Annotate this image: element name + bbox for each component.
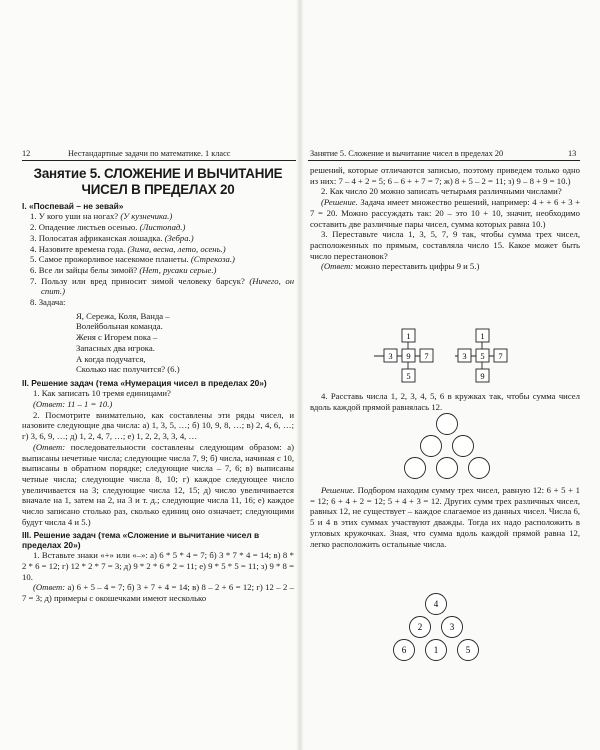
circle-value: 6 [401, 645, 407, 655]
running-head-left: Нестандартные задачи по математике. 1 класс [68, 149, 231, 158]
task-3-1: 1. Вставьте знаки «+» или «–»: а) 6 * 5 * 4 = 7; б) 3 * 7 * 4 = 14; в) 8 * 2 * 6 = 12; г) 12 * 2 * 7 = 3; д) 9 * 2 * 6 * 2 = 11; е) 9 * 5 * 5 = 11; з) 9 * 8 = 10. [22, 550, 294, 582]
poem-line: Я, Сережа, Коля, Ванда – [76, 310, 170, 321]
task-3-1-answer: (Ответ: а) 6 + 5 – 4 = 7; б) 3 + 7 + 4 = 14; в) 8 – 2 + 6 = 12; г) 12 – 2 – 7 = 3; д) примеры с окошечками имеют несколько [22, 582, 294, 604]
task-2-1-answer: (Ответ: 11 – 1 = 10.) [33, 399, 113, 410]
cross2-right-value: 7 [498, 351, 503, 361]
empty-circles-triangle [300, 412, 600, 480]
continuation-text: решений, которые отличаются записью, поэтому приведем только одно из них: 7 – 4 + 2 = 5; 6 – 6 + + 7 = 7; ж) 8 + 5 – 2 = 11; з) 9 – 8 + 9 = 10.) [310, 165, 580, 186]
empty-circle [437, 414, 458, 435]
empty-circle [437, 458, 458, 479]
lesson-title: Занятие 5. СЛОЖЕНИЕ И ВЫЧИТАНИЕ ЧИСЕЛ В ПРЕДЕЛАХ 20 [33, 166, 283, 197]
list-item: 3. Полосатая африканская лошадка. (Зебра.) [30, 232, 194, 243]
list-item: 8. Задача: [30, 297, 66, 308]
task-3: 3. Переставьте числа 1, 3, 5, 7, 9 так, чтобы сумма трех чисел, расположенных по прямым, составляла число 15. Какое может быть число перестановок? [310, 229, 580, 261]
list-item: 2. Опадение листьев осенью. (Листопад.) [30, 222, 186, 233]
quiz-list [22, 211, 294, 307]
poem-line: А когда подучатся, [76, 353, 146, 364]
cross2-center-value: 5 [480, 351, 485, 361]
cross1-bottom-value: 5 [406, 371, 411, 381]
cross-diagrams [300, 328, 600, 388]
circle-value: 1 [433, 645, 439, 655]
task-3-answer: (Ответ: можно переставить цифры 9 и 5.) [321, 261, 480, 272]
circle-value: 3 [449, 622, 455, 632]
solved-circles-triangle [300, 592, 600, 662]
cross1-left-value: 3 [388, 351, 393, 361]
cross2-bottom-value: 9 [480, 371, 485, 381]
circle-value: 4 [433, 599, 439, 609]
empty-circle [405, 458, 426, 479]
task-2-2-answer: (Ответ: последовательности составлены следующим образом: а) выписаны нечетные числа; следующие числа 7, 9; б) числа, начиная с 10, выписаны в обратном порядке; следующие числа – 7, 6; в) выписаны четные числа; следующие числа 8, 10; г) каждое следующее число увеличивается на 3; следующие числа 12, 15; д) число увеличивается вначале на 1, затем на 2, на 3 и т. д.; следующие числа 11, 16; е) каждое число записано столько раз, сколько единиц оно означает; следующими будут числа 4 и 5.) [22, 441, 295, 527]
circle-value: 2 [417, 622, 423, 632]
cross1-top-value: 1 [406, 331, 411, 341]
cross-diagram-1 [374, 329, 433, 382]
header-rule-left [22, 160, 296, 161]
task-2-1: 1. Как записать 10 тремя единицами? [33, 388, 171, 399]
header-rule-right [308, 160, 580, 161]
cross2-left-value: 3 [462, 351, 467, 361]
list-item: 6. Все ли зайцы белы зимой? (Нет, русаки серые.) [30, 264, 217, 275]
cross1-center-value: 9 [406, 351, 411, 361]
cross-diagram-2 [455, 329, 507, 382]
poem-line: Сколько нас получится? (6.) [76, 364, 180, 375]
task-4-statement [310, 391, 580, 412]
section-heading-2: II. Решение задач (тема «Нумерация чисел в пределах 20») [22, 377, 267, 388]
list-item: 7. Пользу или вред приносит зимой человеку барсук? (Ничего, он спит.) [30, 275, 295, 297]
empty-circle [421, 436, 442, 457]
task-2: 2. Как число 20 можно записать четырьмя различными числами? [321, 186, 562, 197]
list-item: 1. У кого уши на ногах? (У кузнечика.) [30, 211, 173, 222]
poem-line: Запасных два игрока. [76, 342, 155, 353]
empty-circle [469, 458, 490, 479]
poem-line: Женя с Игорем пока – [76, 332, 158, 343]
task-4-solution-block [310, 485, 580, 549]
task-2-2: 2. Посмотрите внимательно, как составлены эти ряды чисел, и назовите следующие два числа: а) 1, 3, 5, …; б) 10, 9, 8, …; в) 2, 4, 6, …; г) 3, 6, 9, …; д) 1, 2, 4, 7, …; е) 1, 2, 2, 3, 3, 4, … [22, 409, 294, 442]
cross2-top-value: 1 [480, 331, 485, 341]
section-heading-1: I. «Поспевай – не зевай» [22, 201, 124, 211]
poem-line: Волейбольная команда. [76, 321, 163, 332]
list-item: 4. Назовите времена года. (Зима, весна, лето, осень.) [30, 243, 226, 254]
cross1-right-value: 7 [424, 351, 429, 361]
circle-value: 5 [465, 645, 471, 655]
task-2-solution: (Решение. Задача имеет множество решений, например: 4 + + 6 + 3 + 7 = 20. Можно рассуждать так: 20 – это 10 + 10, значит, необходимо составить две различные пары чисел, сумма которых равна 10.) [310, 197, 581, 229]
list-item: 5. Самое прожорливое насекомое планеты. (Стрекоза.) [30, 254, 235, 265]
page-number-left: 12 [22, 149, 31, 158]
page-number-right: 13 [568, 149, 577, 158]
right-text-top [310, 165, 580, 272]
running-head-right: Занятие 5. Сложение и вычитание чисел в пределах 20 [310, 149, 504, 158]
section-heading-3: III. Решение задач (тема «Сложение и вычитание чисел в пределах 20») [22, 529, 260, 550]
empty-circle [453, 436, 474, 457]
right-page [300, 0, 600, 750]
left-text-block [22, 201, 294, 604]
task-4-solution: Решение. Подбором находим сумму трех чисел, равную 12: 6 + 5 + 1 = 12; 6 + 4 + 2 = 12; 5 + 4 + 3 = 12. Других сумм трех различных чисел, равных 12, не существует – каждое слагаемое из данных чисел. Числа 6, 5 и 4 в этих суммах участвуют дважды. Тогда их надо расположить в угловых кружочках. Зная, что сумма вдоль каждой прямой равна 12, легко расположить остальные числа. [310, 485, 581, 549]
book-spine [296, 0, 304, 750]
task-4: 4. Расставь числа 1, 2, 3, 4, 5, 6 в кружках так, чтобы сумма чисел вдоль каждой прямой равнялась 12. [310, 391, 580, 412]
poem [22, 311, 294, 375]
